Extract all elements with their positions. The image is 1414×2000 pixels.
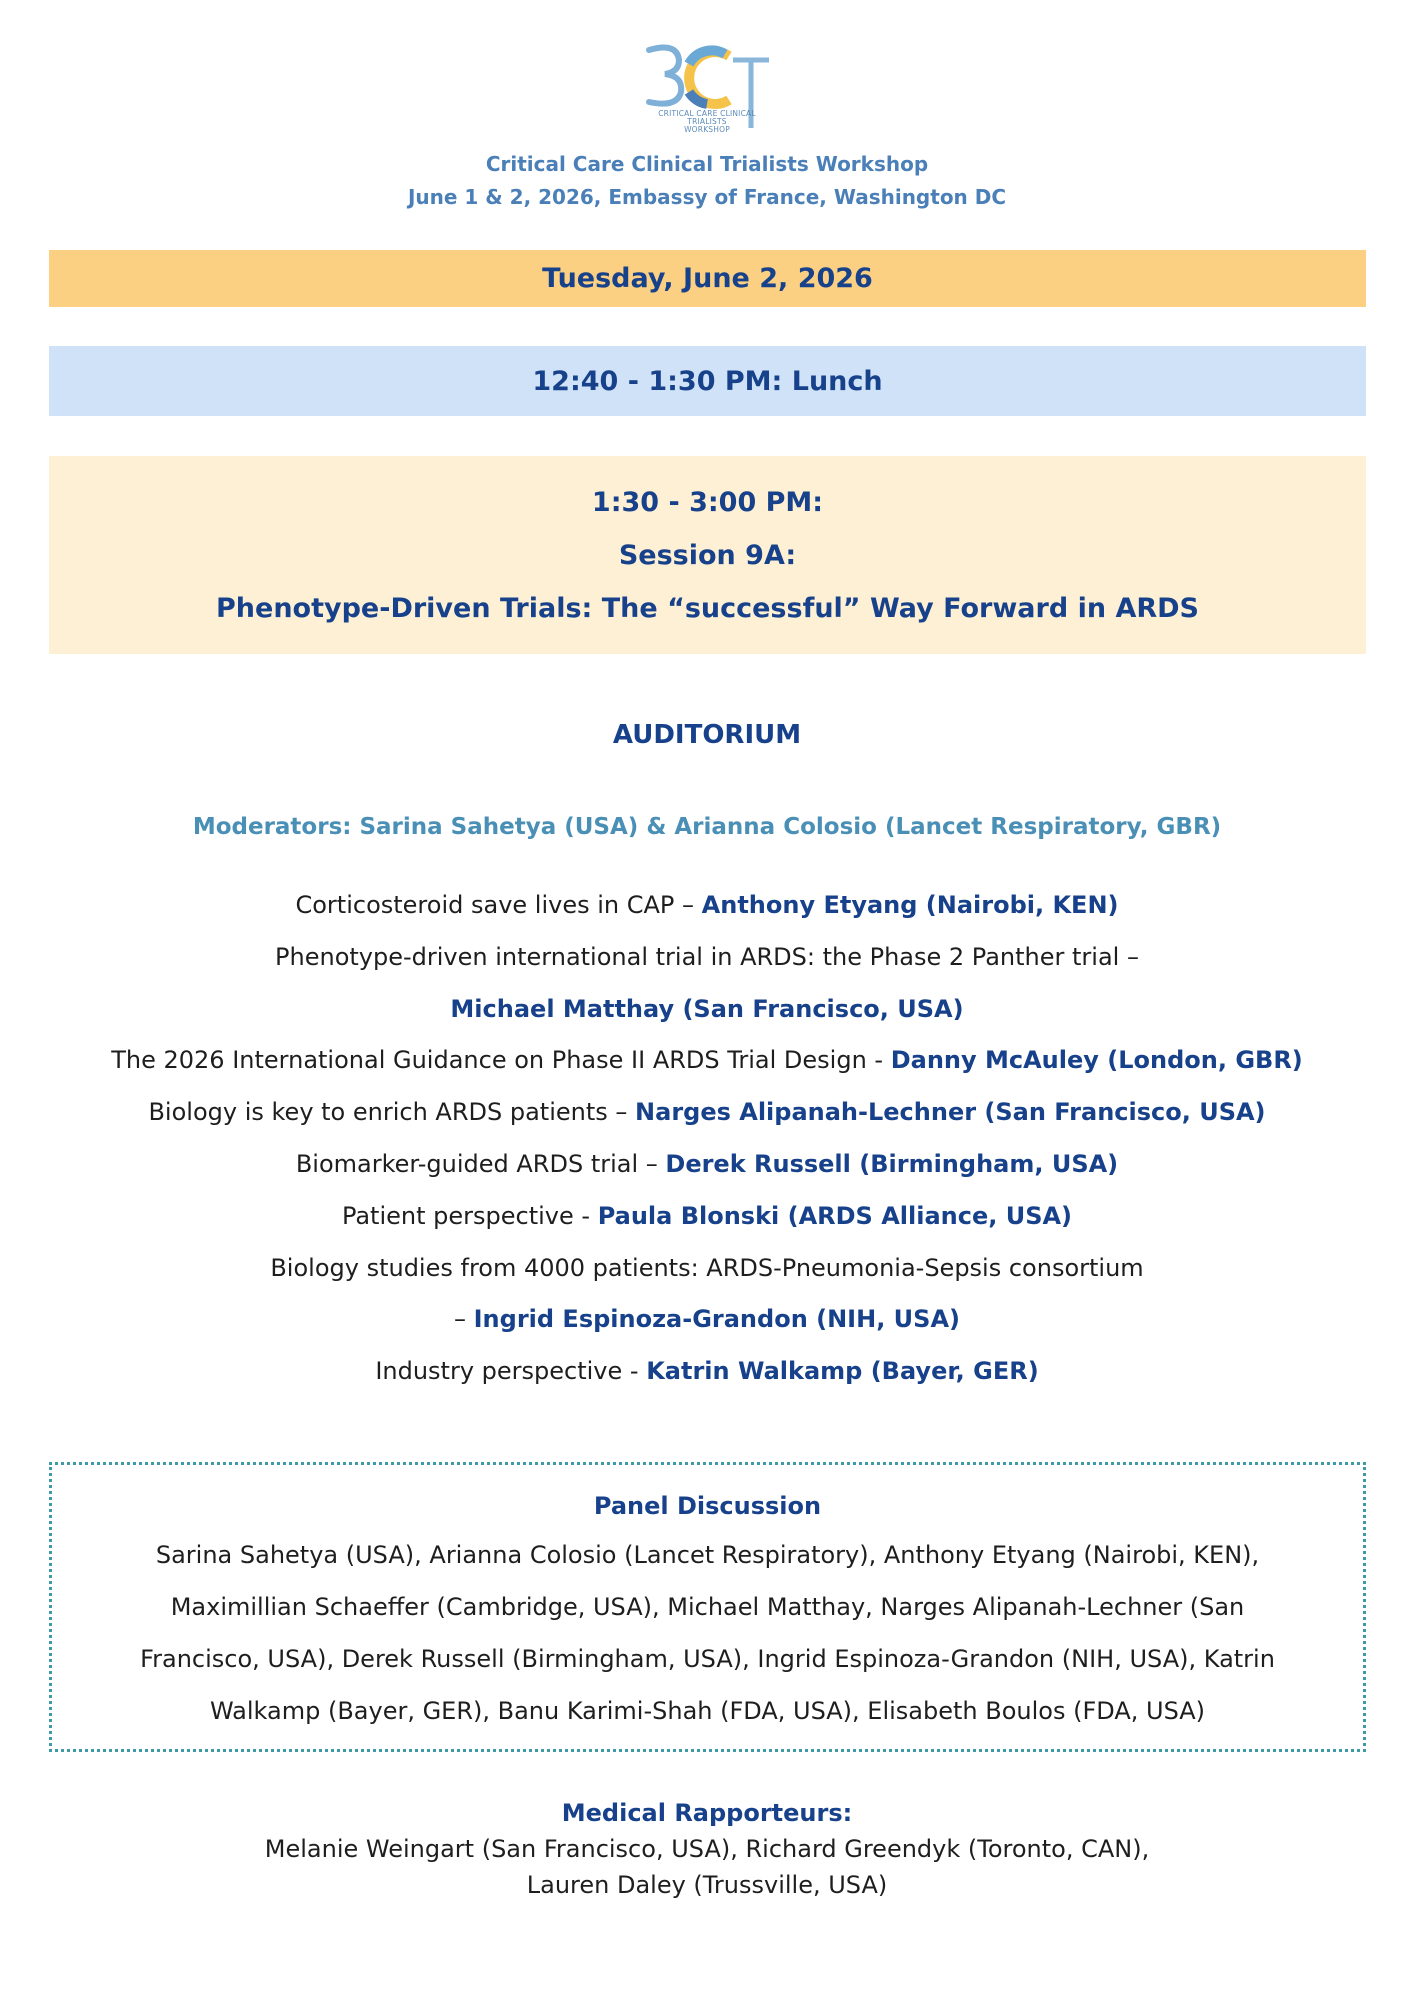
talk-topic: Phenotype-driven international trial in ARDS: the Phase 2 Panther trial – [275,942,1139,971]
panel-line: Francisco, USA), Derek Russell (Birmingham, USA), Ingrid Espinoza-Grandon (NIH, USA), Katrin [140,1645,1275,1673]
talk-topic: The 2026 International Guidance on Phase II ARDS Trial Design - [111,1046,891,1075]
talk-topic: – [453,1305,474,1334]
talk-speaker: Katrin Walkamp (Bayer, GER) [646,1357,1039,1386]
talk-speaker: Anthony Etyang (Nairobi, KEN) [701,891,1119,919]
talk-line [0,1139,1414,1191]
talk-topic: Industry perspective - [375,1357,647,1386]
rapporteurs-title: Medical Rapporteurs: [561,1799,853,1827]
talk-line [0,1035,1414,1087]
lunch-banner: 12:40 - 1:30 PM: Lunch [49,346,1366,416]
logo-tagline [637,110,777,134]
rapporteurs-section [0,1795,1414,1903]
talk-topic: Biology studies from 4000 patients: ARDS-Pneumonia-Sepsis consortium [270,1253,1144,1282]
talk-line [0,1346,1414,1398]
talk-speaker: Derek Russell (Birmingham, USA) [665,1149,1119,1178]
logo-tagline-line: WORKSHOP [684,125,730,134]
talk-speaker: Ingrid Espinoza-Grandon (NIH, USA) [473,1305,960,1334]
logo-tagline-line: TRIALISTS [687,117,727,126]
panel-discussion-box [49,1462,1366,1752]
talk-line [0,880,1414,932]
talk-speaker: Michael Matthay (San Francisco, USA) [450,994,964,1023]
talk-line [0,932,1414,984]
venue-label: AUDITORIUM [612,720,802,750]
panel-line: Maximillian Schaeffer (Cambridge, USA), Michael Matthay, Narges Alipanah-Lechner (San [170,1593,1245,1621]
talk-line [0,1087,1414,1139]
day-banner: Tuesday, June 2, 2026 [49,250,1366,307]
talk-line [0,1243,1414,1295]
rapporteurs-line: Melanie Weingart (San Francisco, USA), Richard Greendyk (Toronto, CAN), [264,1835,1150,1863]
talk-speaker: Paula Blonski (ARDS Alliance, USA) [597,1201,1073,1230]
rapporteurs-line: Lauren Daley (Trussville, USA) [526,1871,888,1899]
talk-list [0,880,1414,1398]
workshop-logo [637,40,777,140]
session-title: Phenotype-Driven Trials: The “successful” Way Forward in ARDS [216,592,1199,624]
talk-line [0,1294,1414,1346]
panel-participants [92,1529,1323,1737]
event-subtitle: June 1 & 2, 2026, Embassy of France, Washington DC [407,185,1007,209]
panel-line: Walkamp (Bayer, GER), Banu Karimi-Shah (FDA, USA), Elisabeth Boulos (FDA, USA) [209,1697,1206,1725]
talk-topic: Biology is key to enrich ARDS patients – [148,1098,636,1127]
talk-topic: Biomarker-guided ARDS trial – [295,1149,666,1178]
talk-speaker: Narges Alipanah-Lechner (San Francisco, USA) [635,1098,1266,1127]
session-time: 1:30 - 3:00 PM: [591,486,824,518]
talk-line [0,1191,1414,1243]
event-header [0,148,1414,214]
panel-line: Sarina Sahetya (USA), Arianna Colosio (Lancet Respiratory), Anthony Etyang (Nairobi, KEN), [155,1541,1260,1569]
session-name: Session 9A: [618,539,797,571]
talk-topic: Patient perspective - [341,1201,598,1230]
talk-speaker: Danny McAuley (London, GBR) [890,1046,1303,1075]
logo-tagline-line: CRITICAL CARE CLINICAL [658,109,756,118]
event-title: Critical Care Clinical Trialists Workshop [485,152,929,176]
talk-line [0,984,1414,1036]
moderators: Moderators: Sarina Sahetya (USA) & Arianna Colosio (Lancet Respiratory, GBR) [192,814,1222,840]
talk-topic: Corticosteroid save lives in CAP – [295,891,702,919]
session-banner [49,456,1366,654]
panel-title: Panel Discussion [593,1492,822,1520]
logo-container [0,40,1414,140]
